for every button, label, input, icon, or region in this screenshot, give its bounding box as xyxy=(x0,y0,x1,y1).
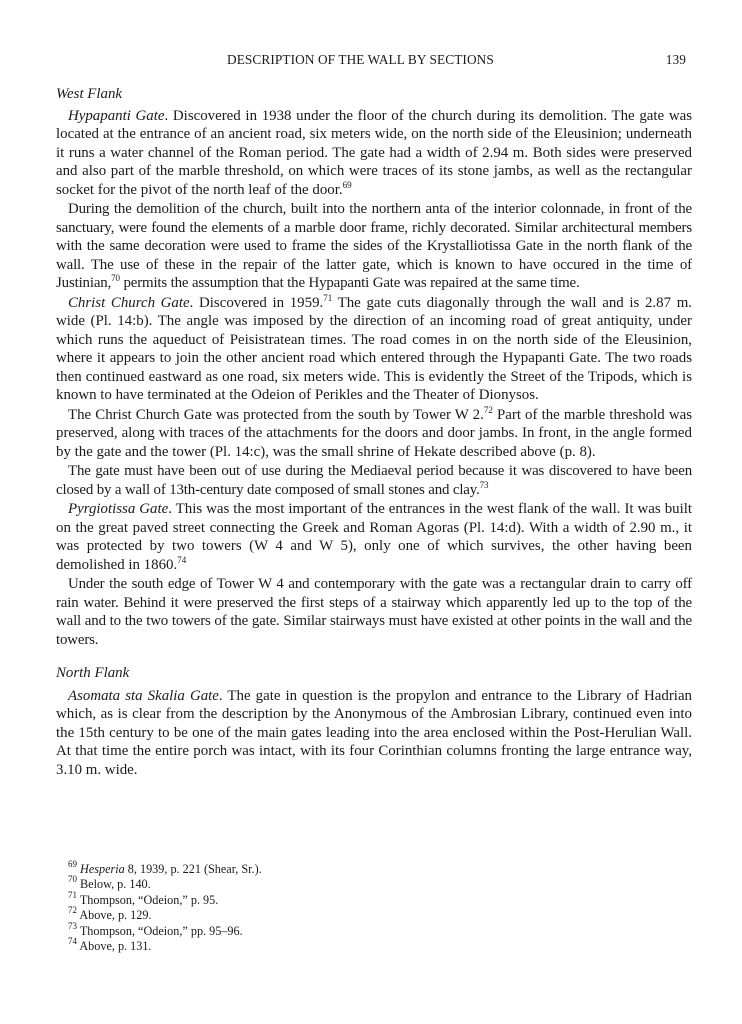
paragraph-lead: Christ Church Gate xyxy=(68,294,190,311)
paragraph-text: During the demolition of the church, built into the northern anta of the interior colonnade, in front of the sanctuary, were found the elements of a marble door frame, richly decorated. Similar architectural members with the same decoration were used to frame the sides of the Krystalliotissa Gate in the north flank of the wall. The use of these in the repair of the latter gate, which is known to have occured in the time of Justinian, xyxy=(56,201,692,291)
paragraph-christ-church-gate xyxy=(56,294,692,405)
footnotes xyxy=(68,859,468,954)
paragraph-text: . This was the most important of the entrances in the west flank of the wall. It was built on the great paved street connecting the Greek and Roman Agoras (Pl. 14:d). With a width of 2.90 m., it was protected by two towers (W 4 and W 5), only one of which survives, the other having been demolished in 1860. xyxy=(56,501,692,573)
footnote xyxy=(68,920,468,939)
footnote-ref: 72 xyxy=(483,404,493,415)
paragraph-text-cont: The gate cuts diagonally through the wall and is 2.87 m. wide (Pl. 14:b). The angle was imposed by the direction of an incoming road of great antiquity, under which runs the aqueduct of Peisistratean times. The road comes in on the north side of the Eleusinion, where it appears to join the other ancient road which entered through the Hypapanti Gate. The two roads then continued eastward as one road, six meters wide. This is evidently the Street of the Tripods, which is known to have terminated at the Odeion of Perikles and the Theater of Dionysos. xyxy=(56,294,692,403)
paragraph-tower-w2 xyxy=(56,406,692,462)
footnote-text: 8, 1939, p. 221 (Shear, Sr.). xyxy=(124,862,262,876)
journal-title: Hesperia xyxy=(80,862,125,876)
footnote-number: 74 xyxy=(68,936,77,947)
paragraph-text: The Christ Church Gate was protected from the south by Tower W 2. xyxy=(68,406,484,423)
paragraph-lead: Asomata sta Skalia Gate xyxy=(68,687,219,704)
footnote-text: Thompson, “Odeion,” pp. 95–96. xyxy=(77,923,243,938)
footnote-number: 73 xyxy=(68,920,77,931)
footnote-ref: 74 xyxy=(177,554,187,565)
paragraph-asomata-gate xyxy=(56,687,692,780)
paragraph-lead: Hypapanti Gate xyxy=(68,107,165,124)
running-head-title: DESCRIPTION OF THE WALL BY SECTIONS xyxy=(227,52,494,67)
paragraph-text-cont: Part of the marble threshold was preserved, along with traces of the attachments for the doors and door jambs. In front, in the angle formed by the gate and the tower (Pl. 14:c), was the small shrine of Hekate described above (p. 8). xyxy=(56,406,692,460)
footnote-text: Thompson, “Odeion,” p. 95. xyxy=(77,892,219,907)
paragraph-text: . The gate in question is the propylon and entrance to the Library of Hadrian which, as is clear from the description by the Anonymous of the Ambrosian Library, continued even into the 15th century to be one of the main gates leading into the area enclosed within the Post-Herulian Wall. At that time the entire porch was intact, with its four Corinthian columns fronting the large entrance way, 3.10 m. wide. xyxy=(56,687,692,778)
paragraph-hypapanti-gate xyxy=(56,107,692,200)
paragraph-text: . Discovered in 1959. xyxy=(189,294,324,311)
paragraph-tower-w4-drain xyxy=(56,575,692,649)
footnote-number: 71 xyxy=(68,889,77,900)
paragraph-text: . Discovered in 1938 under the floor of the church during its demolition. The gate was located at the entrance of an ancient road, six meters wide, on the north side of the Eleusinion; underneath it runs a water channel of the Roman period. The gate had a width of 2.94 m. Both sides were preserved and also part of the marble threshold, on which were traces of its stone jambs, as well as the rectangular socket for the pivot of the north leaf of the door. xyxy=(56,107,692,198)
footnote-ref: 70 xyxy=(111,273,120,283)
paragraph-mediaeval-period xyxy=(56,462,692,499)
paragraph-text: The gate must have been out of use during the Mediaeval period because it was discovered to have been closed by a wall of 13th-century date composed of small stones and clay. xyxy=(56,463,692,498)
paragraph-door-frame xyxy=(56,200,692,293)
paragraph-text-cont: permits the assumption that the Hypapanti Gate was repaired at the same time. xyxy=(119,275,580,291)
footnote xyxy=(68,859,468,877)
footnote-ref: 69 xyxy=(342,179,352,190)
footnote xyxy=(68,905,468,923)
footnote xyxy=(68,874,468,892)
footnote xyxy=(68,889,468,908)
footnote-text: Above, p. 129. xyxy=(77,908,152,923)
footnote-number: 70 xyxy=(68,874,77,885)
footnote-ref: 71 xyxy=(323,292,333,303)
footnote-text: Below, p. 140. xyxy=(77,877,151,892)
body-text xyxy=(56,85,692,780)
footnote-number: 72 xyxy=(68,905,77,916)
footnote-number: 69 xyxy=(68,859,77,869)
page-number: 139 xyxy=(665,52,686,67)
paragraph-text: Under the south edge of Tower W 4 and contemporary with the gate was a rectangular drain to carry off rain water. Behind it were preserved the first steps of a stairway which apparently led up to the top of the wall and to the two towers of the gate. Similar stairways must have existed at other points in the wall and the towers. xyxy=(56,576,692,648)
section-heading-west-flank: West Flank xyxy=(56,86,123,102)
footnote xyxy=(68,936,468,954)
paragraph-lead: Pyrgiotissa Gate xyxy=(68,501,169,517)
paragraph-pyrgiotissa-gate xyxy=(56,500,692,574)
footnote-text: Above, p. 131. xyxy=(77,939,152,954)
footnote-ref: 73 xyxy=(479,479,489,490)
section-heading-north-flank: North Flank xyxy=(56,665,130,681)
